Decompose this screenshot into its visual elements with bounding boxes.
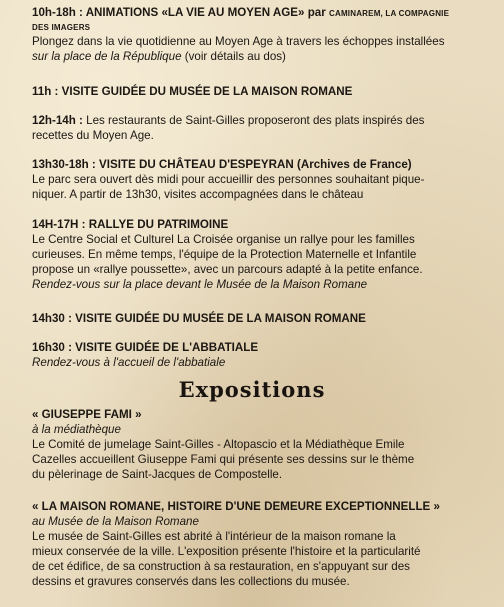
event-organizer: CAMINAREM, LA COMPAGNIE [328,9,450,18]
exhibition-location: à la médiathèque [32,423,121,436]
exhibition-text: dessins et gravures conservés dans les collections du musée. [32,575,350,588]
event-animations [32,5,494,64]
event-heading: 16h30 : VISITE GUIDÉE DE L'ABBATIALE [32,341,259,354]
event-text [32,49,494,64]
event-text: curieuses. En même temps, l'équipe de la Protection Maternelle et Infantile [32,248,417,261]
event-chateau-espeyran [32,157,494,202]
event-title: 10h-18h : ANIMATIONS «LA VIE AU MOYEN AGE» [32,6,305,19]
exhibition-text: Cazelles accueillent Giuseppe Fami qui présente ses dessins sur le thème [32,453,415,466]
exhibition-text: de cet édifice, de sa construction à sa restauration, en s'appuyant sur des [32,560,410,573]
event-text: recettes du Moyen Age. [32,129,154,142]
event-text: Le parc sera ouvert dès midi pour accueillir des personnes souhaitant pique- [32,173,425,186]
exhibition-text: du pèlerinage de Saint-Jacques de Compostelle. [32,468,283,481]
event-organizer-line2: DES IMAGERS [32,23,91,32]
exhibition-giuseppe-fami [32,407,494,482]
event-visite-maison-romane-11h [32,84,494,99]
event-par: par [304,6,329,19]
event-heading: 14h30 : VISITE GUIDÉE DU MUSÉE DE LA MAISON ROMANE [32,312,366,325]
event-text: Le Centre Social et Culturel La Croisée organise un rallye pour les familles [32,233,415,246]
event-location: Rendez-vous sur la place devant le Musée de la Maison Romane [32,278,368,291]
event-heading: 14H-17H : RALLYE DU PATRIMOINE [32,218,229,231]
event-location: Rendez-vous à l'accueil de l'abbatiale [32,356,226,369]
exhibition-heading: « GIUSEPPE FAMI » [32,408,142,421]
event-restaurants [32,113,494,143]
event-heading: 13h30-18h : VISITE DU CHÂTEAU D'ESPEYRAN (Archives de France) [32,158,412,171]
exhibition-location: au Musée de la Maison Romane [32,515,199,528]
event-text: niquer. A partir de 13h30, visites accompagnées dans le château [32,188,364,201]
event-time: 12h-14h : [32,114,83,127]
exhibition-heading: « LA MAISON ROMANE, HISTOIRE D'UNE DEMEURE EXCEPTIONNELLE » [32,500,440,513]
event-visite-maison-romane-14h30 [32,311,494,326]
event-heading [32,5,494,21]
event-text [32,113,494,128]
event-text: propose un «rallye poussette», avec un parcours adapté à la petite enfance. [32,263,423,276]
exhibition-maison-romane [32,499,494,589]
event-text: Plongez dans la vie quotidienne au Moyen Age à travers les échoppes installées [32,35,445,48]
event-rallye [32,217,494,292]
event-organizer-cont [32,21,494,34]
section-title-expositions: Expositions [178,377,326,402]
event-heading: 11h : VISITE GUIDÉE DU MUSÉE DE LA MAISON ROMANE [32,85,353,98]
exhibition-text: Le Comité de jumelage Saint-Gilles - Altopascio et la Médiathèque Emile [32,438,405,451]
event-location: sur la place de la République [32,50,182,63]
event-visite-abbatiale [32,340,494,370]
exhibition-text: Le musée de Saint-Gilles est abrité à l'intérieur de la maison romane la [32,530,396,543]
event-description: Les restaurants de Saint-Gilles proposeront des plats inspirés des [82,114,425,127]
exhibition-text: mieux conservée de la ville. L'exposition présente l'histoire et la particularité [32,545,421,558]
event-note: (voir détails au dos) [181,50,286,63]
